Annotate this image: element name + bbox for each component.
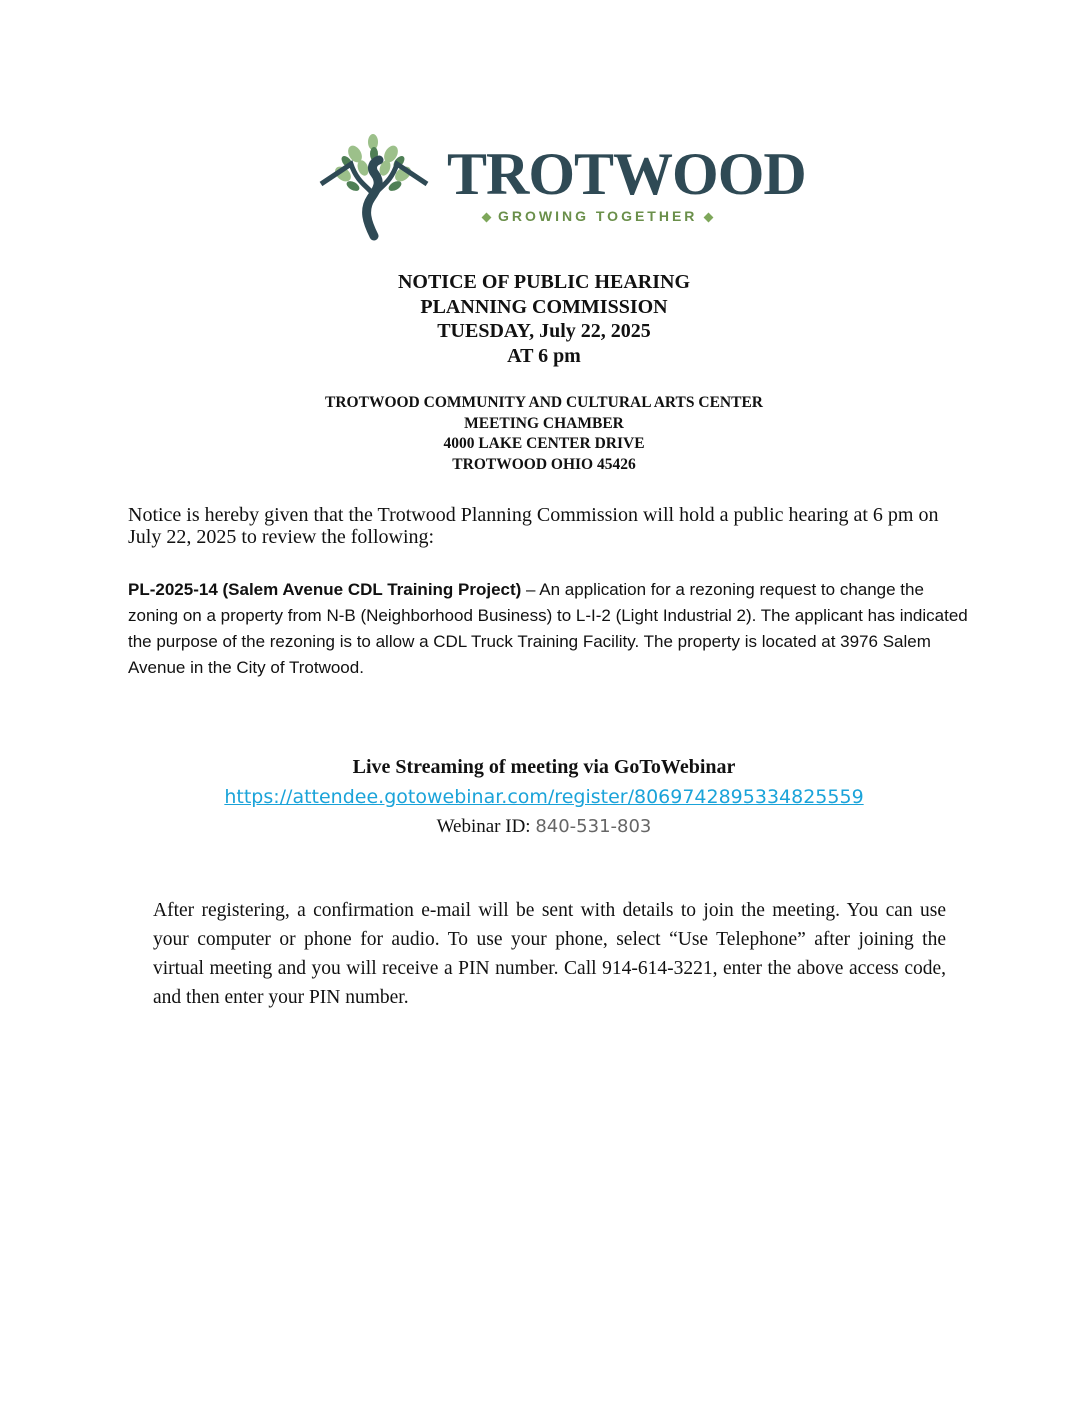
heading-line: TUESDAY, July 22, 2025 (437, 320, 651, 342)
agenda-item-title: PL-2025-14 (Salem Avenue CDL Training Project) (128, 580, 522, 599)
heading-line: AT 6 pm (507, 344, 581, 367)
registration-instructions: After registering, a confirmation e-mail will be sent with details to join the meeting. You can use your computer or phone for audio. To use your phone, select “Use Telephone” after joining the virtual meeting and you will receive a PIN number. Call 914-614-3221, enter the above access code, and then enter your PIN number. (153, 900, 946, 1008)
tree-leaves-icon (315, 124, 433, 242)
trotwood-logo (315, 124, 806, 244)
diamond-icon (482, 212, 492, 222)
logo-wordmark: TROTWOOD (447, 141, 806, 207)
venue-address (0, 393, 1088, 475)
logo-tagline (475, 208, 720, 224)
logo-tagline-text: GROWING TOGETHER (498, 208, 698, 224)
webinar-register-link[interactable]: https://attendee.gotowebinar.com/register/8069742895334825559 (224, 786, 864, 808)
stream-title: Live Streaming of meeting via GoToWebinar (352, 756, 736, 778)
heading-line: NOTICE OF PUBLIC HEARING (397, 271, 691, 293)
venue-line: TROTWOOD OHIO 45426 (452, 455, 636, 473)
agenda-item (128, 577, 978, 681)
venue-line: TROTWOOD COMMUNITY AND CULTURAL ARTS CENTER (325, 394, 763, 411)
notice-heading (0, 270, 1088, 368)
intro-paragraph: Notice is hereby given that the Trotwood Planning Commission will hold a public hearing at 6 pm on July 22, 2025 to review the following: (128, 504, 939, 548)
webinar-id-value: 840-531-803 (535, 816, 652, 837)
webinar-id-line (0, 814, 1088, 840)
venue-line: 4000 LAKE CENTER DRIVE (443, 435, 645, 452)
diamond-icon (704, 212, 714, 222)
webinar-id-label: Webinar ID: (436, 816, 536, 837)
heading-line: PLANNING COMMISSION (420, 295, 668, 318)
venue-line: MEETING CHAMBER (464, 414, 624, 432)
agenda-item-body: – An application for a rezoning request to change the zoning on a property from N-B (Neighborhood Business) to L-I-2 (Light Industrial 2). The applicant has indicated the purpose of the rezoning is to allow a CDL Truck Training Facility. The property is located at 3976 Salem Avenue in the City of Trotwood. (128, 580, 968, 677)
